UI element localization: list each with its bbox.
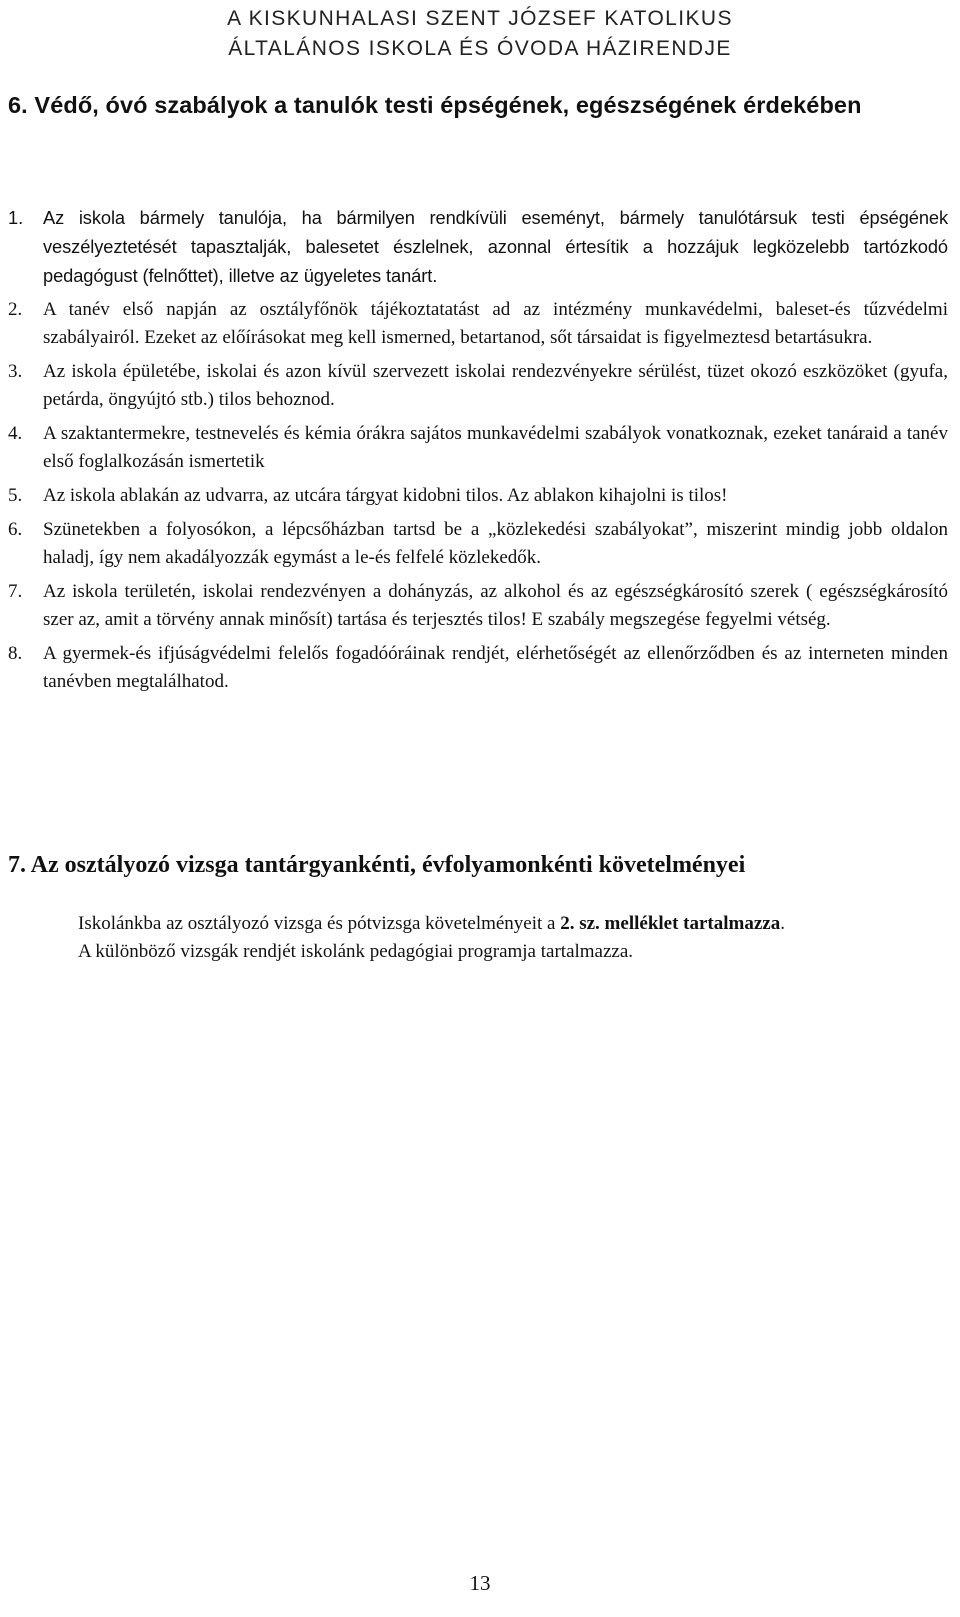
page-number: 13 — [469, 1571, 491, 1595]
list-item-text: A tanév első napján az osztályfőnök tájékoztatatást ad az intézmény munkavédelmi, baleset-és tűzvédelmi szabályairól. Ezeket az előírásokat meg kell ismerned, betartanod, sőt társaidat is figyelmeztesd betartásukra. — [43, 299, 948, 348]
section-7-paragraph-1 — [78, 910, 948, 938]
section-7-paragraph-2: A különböző vizsgák rendjét iskolánk pedagógiai programja tartalmazza. — [78, 941, 634, 962]
list-item — [8, 640, 948, 696]
list-item-text: A gyermek-és ifjúságvédelmi felelős fogadóóráinak rendjét, elérhetőségét az ellenőrződben és az interneten minden tanévben megtalálhatod. — [43, 643, 948, 692]
annex-reference: 2. sz. melléklet tartalmazza — [560, 913, 781, 934]
rules-list — [8, 203, 948, 702]
list-item — [8, 516, 948, 572]
list-item-number: 1. — [8, 207, 24, 228]
list-item-text: A szaktantermekre, testnevelés és kémia órákra sajátos munkavédelmi szabályok vonatkoznak, ezeket tanáraid a tanév első foglalkozásán ismertetik — [43, 423, 948, 472]
list-item-number: 3. — [8, 361, 23, 382]
list-item-number: 6. — [8, 519, 23, 540]
list-item-number: 5. — [8, 485, 23, 506]
header-line-2: ÁLTALÁNOS ISKOLA ÉS ÓVODA HÁZIRENDJE — [228, 37, 732, 60]
list-item — [8, 203, 948, 290]
list-item-number: 7. — [8, 581, 23, 602]
list-item-text: Az iskola épületébe, iskolai és azon kívül szervezett iskolai rendezvényekre sérülést, tüzet okozó eszközöket (gyufa, petárda, öngyújtó stb.) tilos behoznod. — [43, 361, 948, 410]
list-item — [8, 482, 948, 510]
list-item — [8, 296, 948, 352]
list-item — [8, 420, 948, 476]
list-item — [8, 358, 948, 414]
document-header — [0, 4, 960, 64]
list-item-text: Az iskola területén, iskolai rendezvényen a dohányzás, az alkohol és az egészségkárosító szerek ( egészségkárosító szer az, amit a törvény annak minősít) tartása és terjesztés tilos! E szabály megszegése fegyelmi vétség. — [43, 581, 948, 630]
section-6-title: 6. Védő, óvó szabályok a tanulók testi épségének, egészségének érdekében — [8, 92, 862, 118]
list-item-text: Szünetekben a folyosókon, a lépcsőházban tartsd be a „közlekedési szabályokat”, miszerint mindig jobb oldalon haladj, így nem akadályozzák egymást a le-és felfelé közlekedők. — [43, 519, 948, 568]
paragraph-text-end: . — [780, 913, 785, 934]
list-item-text: Az iskola bármely tanulója, ha bármilyen rendkívüli eseményt, bármely tanulótársuk testi épségének veszélyeztetését tapasztalják, balesetet észlelnek, azonnal értesítik a hozzájuk legközelebb tartózkodó pedagógust (felnőttet), illetve az ügyeletes tanárt. — [43, 207, 948, 286]
paragraph-text: Iskolánkba az osztályozó vizsga és pótvizsga követelményeit a — [78, 913, 561, 934]
list-item-number: 2. — [8, 299, 23, 320]
list-item-text: Az iskola ablakán az udvarra, az utcára tárgyat kidobni tilos. Az ablakon kihajolni is tilos! — [43, 485, 728, 506]
list-item — [8, 578, 948, 634]
header-line-1: A KISKUNHALASI SZENT JÓZSEF KATOLIKUS — [227, 7, 733, 30]
section-7-body — [78, 910, 948, 966]
section-7-title: 7. Az osztályozó vizsga tantárgyankénti, évfolyamonkénti követelményei — [8, 852, 746, 878]
list-item-number: 4. — [8, 423, 23, 444]
list-item-number: 8. — [8, 643, 23, 664]
